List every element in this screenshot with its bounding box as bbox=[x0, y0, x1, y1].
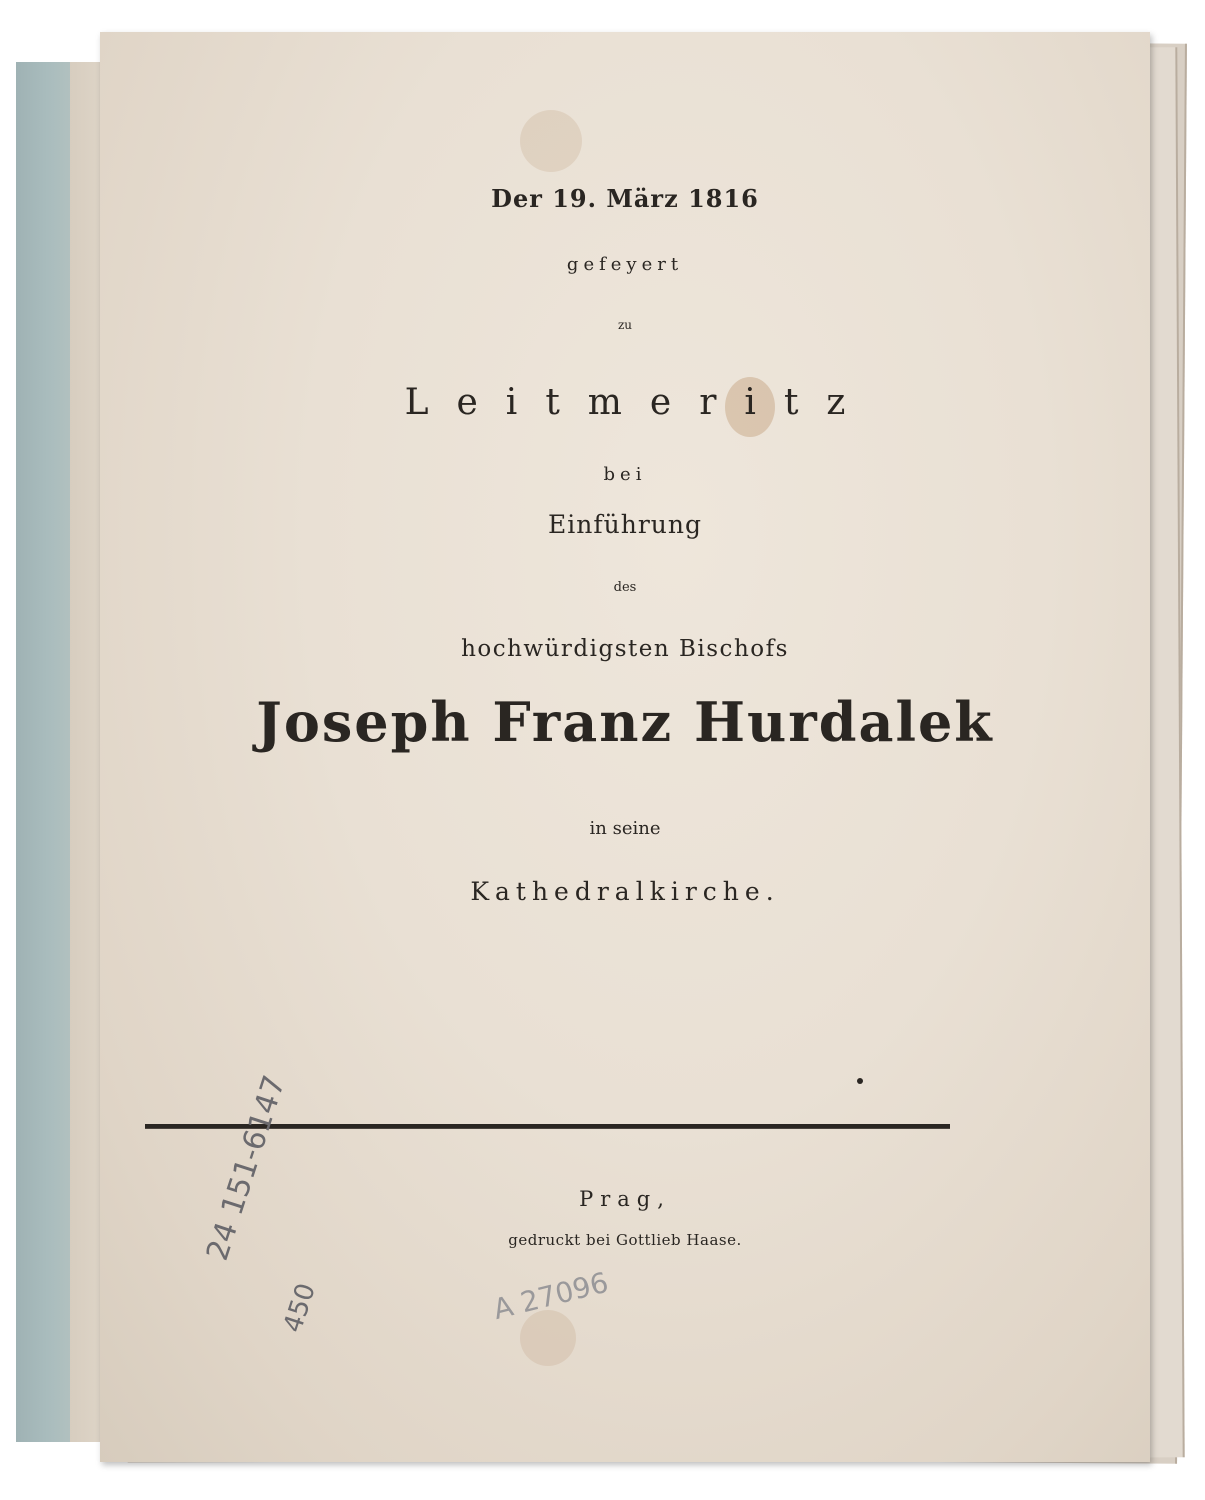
title-page bbox=[100, 32, 1150, 1462]
cathedral-line: Kathedralkirche. bbox=[470, 877, 780, 906]
zu-line: zu bbox=[617, 318, 633, 332]
paper-stain bbox=[520, 110, 582, 172]
gefeyert-line: gefeyert bbox=[566, 254, 684, 275]
in-seine-line: in seine bbox=[589, 818, 661, 839]
imprint-printer: gedruckt bei Gottlieb Haase. bbox=[508, 1231, 742, 1249]
date-line: Der 19. März 1816 bbox=[491, 184, 759, 213]
ink-speck bbox=[857, 1078, 863, 1084]
pencil-shelfmark: 24 151-6147 bbox=[200, 1071, 293, 1265]
pencil-stamp-number: A 27096 bbox=[490, 1265, 612, 1327]
imprint-place: Prag, bbox=[579, 1187, 671, 1211]
bishop-name: Joseph Franz Hurdalek bbox=[256, 690, 994, 754]
city-line: Leitmeritz bbox=[404, 382, 874, 423]
einfuehrung-line: Einführung bbox=[548, 510, 702, 539]
bishop-line: hochwürdigsten Bischofs bbox=[461, 636, 789, 662]
des-line: des bbox=[613, 580, 637, 595]
pencil-shelfmark: 450 bbox=[278, 1279, 322, 1337]
bei-line: bei bbox=[603, 464, 647, 485]
